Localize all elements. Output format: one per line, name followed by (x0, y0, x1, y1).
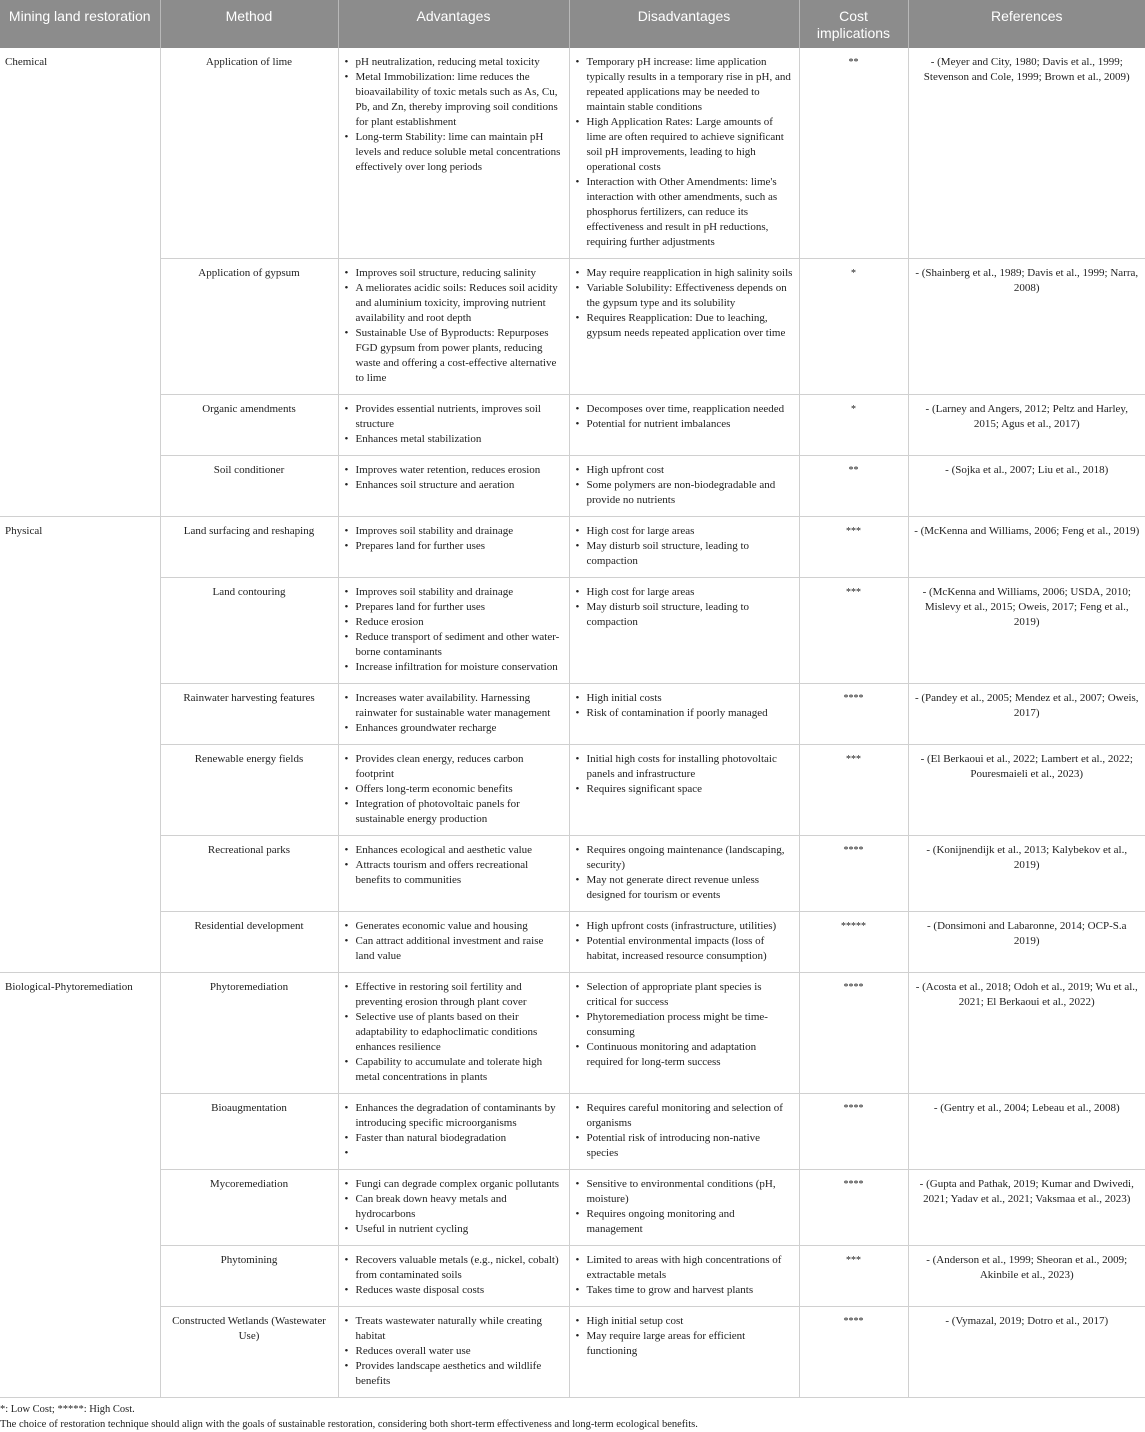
advantage-item: • Enhances the degradation of contaminants by introducing specific microorganisms (344, 1101, 564, 1131)
disadvantage-item: • May require reapplication in high salinity soils (575, 266, 794, 281)
method-cell: Phytomining (160, 1246, 338, 1307)
disadvantage-item: • Potential for nutrient imbalances (575, 417, 794, 432)
disadvantages-list (575, 1314, 794, 1359)
references-cell: - (McKenna and Williams, 2006; USDA, 2010; Mislevy et al., 2015; Oweis, 2017; Feng et al., 2019) (908, 578, 1145, 684)
advantage-item: • Improves soil stability and drainage (344, 585, 564, 600)
cost-cell: *** (799, 517, 908, 578)
advantage-item: • Increases water availability. Harnessing rainwater for sustainable water management (344, 691, 564, 721)
advantage-item: • Metal Immobilization: lime reduces the bioavailability of toxic metals such as As, Cu, Pb, and Zn, thereby improving soil conditions for plant establishment (344, 70, 564, 130)
advantages-list (344, 1177, 564, 1237)
cost-cell: ** (799, 48, 908, 259)
table-row (0, 1170, 1145, 1246)
table-row (0, 912, 1145, 973)
advantage-item: • Improves soil structure, reducing salinity (344, 266, 564, 281)
advantage-item: • pH neutralization, reducing metal toxicity (344, 55, 564, 70)
disadvantage-item: • Initial high costs for installing photovoltaic panels and infrastructure (575, 752, 794, 782)
table-row (0, 395, 1145, 456)
advantages-cell (338, 48, 569, 259)
disadvantage-item: • Decomposes over time, reapplication needed (575, 402, 794, 417)
disadvantages-cell (569, 836, 799, 912)
advantage-item: • Useful in nutrient cycling (344, 1222, 564, 1237)
disadvantage-item: • High Application Rates: Large amounts of lime are often required to achieve significant soil pH improvements, leading to high operational costs (575, 115, 794, 175)
disadvantages-cell (569, 684, 799, 745)
disadvantages-cell (569, 973, 799, 1094)
disadvantage-item: • Requires significant space (575, 782, 794, 797)
cost-cell: **** (799, 684, 908, 745)
advantage-item: • Provides clean energy, reduces carbon footprint (344, 752, 564, 782)
advantages-list (344, 585, 564, 675)
advantages-list (344, 402, 564, 447)
header-mining-land-restoration: Mining land restoration (0, 0, 160, 48)
advantages-cell (338, 1094, 569, 1170)
method-cell: Bioaugmentation (160, 1094, 338, 1170)
disadvantages-list (575, 1101, 794, 1161)
references-cell: - (Gentry et al., 2004; Lebeau et al., 2008) (908, 1094, 1145, 1170)
advantages-cell (338, 1307, 569, 1398)
disadvantage-item: • May not generate direct revenue unless designed for tourism or events (575, 873, 794, 903)
advantage-item: • Provides essential nutrients, improves soil structure (344, 402, 564, 432)
header-advantages: Advantages (338, 0, 569, 48)
disadvantages-cell (569, 745, 799, 836)
advantages-cell (338, 836, 569, 912)
table-row (0, 684, 1145, 745)
disadvantages-list (575, 1177, 794, 1237)
table-row (0, 1307, 1145, 1398)
advantage-item: • Treats wastewater naturally while creating habitat (344, 1314, 564, 1344)
advantage-item: • Reduces overall water use (344, 1344, 564, 1359)
advantages-cell (338, 578, 569, 684)
method-cell: Renewable energy fields (160, 745, 338, 836)
category-cell: Chemical (0, 48, 160, 517)
disadvantages-cell (569, 1307, 799, 1398)
disadvantages-list (575, 55, 794, 250)
method-cell: Organic amendments (160, 395, 338, 456)
cost-cell: **** (799, 836, 908, 912)
cost-legend: *: Low Cost; *****: High Cost. (0, 1404, 135, 1415)
disadvantages-cell (569, 1170, 799, 1246)
disadvantages-list (575, 1253, 794, 1298)
table-row (0, 48, 1145, 259)
cost-cell: **** (799, 973, 908, 1094)
table-row (0, 456, 1145, 517)
disadvantages-cell (569, 1246, 799, 1307)
header-method: Method (160, 0, 338, 48)
advantage-item: • Long-term Stability: lime can maintain pH levels and reduce soluble metal concentrations effectively over long periods (344, 130, 564, 175)
table-row (0, 973, 1145, 1094)
references-cell: - (Vymazal, 2019; Dotro et al., 2017) (908, 1307, 1145, 1398)
disadvantage-item: • High initial setup cost (575, 1314, 794, 1329)
disadvantage-item: • Requires ongoing monitoring and management (575, 1207, 794, 1237)
advantages-cell (338, 456, 569, 517)
disadvantages-cell (569, 517, 799, 578)
disadvantages-list (575, 980, 794, 1070)
disadvantage-item: • Requires careful monitoring and selection of organisms (575, 1101, 794, 1131)
disadvantages-list (575, 752, 794, 797)
advantages-list (344, 980, 564, 1085)
advantage-item (344, 1146, 564, 1161)
table-note: The choice of restoration technique should align with the goals of sustainable restoration, considering both short-term effectiveness and long-term ecological benefits. (0, 1419, 698, 1430)
advantage-item: • Fungi can degrade complex organic pollutants (344, 1177, 564, 1192)
disadvantages-list (575, 691, 794, 721)
disadvantage-item: • Continuous monitoring and adaptation required for long-term success (575, 1040, 794, 1070)
references-cell: - (Pandey et al., 2005; Mendez et al., 2007; Oweis, 2017) (908, 684, 1145, 745)
disadvantage-item: • Sensitive to environmental conditions (pH, moisture) (575, 1177, 794, 1207)
references-cell: - (Donsimoni and Labaronne, 2014; OCP-S.a 2019) (908, 912, 1145, 973)
advantages-cell (338, 912, 569, 973)
advantage-item: • Generates economic value and housing (344, 919, 564, 934)
disadvantages-cell (569, 259, 799, 395)
cost-cell: * (799, 395, 908, 456)
disadvantage-item: • Variable Solubility: Effectiveness depends on the gypsum type and its solubility (575, 281, 794, 311)
disadvantage-item: • Phytoremediation process might be time-consuming (575, 1010, 794, 1040)
disadvantage-item: • May disturb soil structure, leading to compaction (575, 600, 794, 630)
disadvantage-item: • High upfront cost (575, 463, 794, 478)
advantages-list (344, 752, 564, 827)
table-row (0, 1094, 1145, 1170)
references-cell: - (Anderson et al., 1999; Sheoran et al., 2009; Akinbile et al., 2023) (908, 1246, 1145, 1307)
advantages-list (344, 463, 564, 493)
advantages-list (344, 1253, 564, 1298)
disadvantage-item: • Requires ongoing maintenance (landscaping, security) (575, 843, 794, 873)
advantage-item: • Reduce erosion (344, 615, 564, 630)
disadvantages-cell (569, 395, 799, 456)
disadvantages-list (575, 266, 794, 341)
disadvantage-item: • High cost for large areas (575, 524, 794, 539)
table-header-row (0, 0, 1145, 48)
references-cell: - (Acosta et al., 2018; Odoh et al., 2019; Wu et al., 2021; El Berkaoui et al., 2022) (908, 973, 1145, 1094)
method-cell: Mycoremediation (160, 1170, 338, 1246)
method-cell: Residential development (160, 912, 338, 973)
method-cell: Land contouring (160, 578, 338, 684)
disadvantages-cell (569, 1094, 799, 1170)
method-cell: Application of lime (160, 48, 338, 259)
category-cell: Physical (0, 517, 160, 973)
disadvantages-cell (569, 456, 799, 517)
disadvantages-list (575, 402, 794, 432)
advantages-list (344, 691, 564, 736)
disadvantage-item: • High cost for large areas (575, 585, 794, 600)
cost-cell: *** (799, 745, 908, 836)
disadvantages-cell (569, 578, 799, 684)
disadvantage-item: • Takes time to grow and harvest plants (575, 1283, 794, 1298)
references-cell: - (McKenna and Williams, 2006; Feng et al., 2019) (908, 517, 1145, 578)
cost-cell: ** (799, 456, 908, 517)
disadvantage-item: • Potential risk of introducing non-native species (575, 1131, 794, 1161)
disadvantage-item: • May require large areas for efficient functioning (575, 1329, 794, 1359)
advantages-cell (338, 1246, 569, 1307)
method-cell: Land surfacing and reshaping (160, 517, 338, 578)
advantages-list (344, 266, 564, 386)
advantages-cell (338, 973, 569, 1094)
advantage-item: • Increase infiltration for moisture conservation (344, 660, 564, 675)
advantages-cell (338, 259, 569, 395)
disadvantages-cell (569, 48, 799, 259)
disadvantage-item: • Requires Reapplication: Due to leaching, gypsum needs repeated application over time (575, 311, 794, 341)
disadvantage-item: • Limited to areas with high concentrations of extractable metals (575, 1253, 794, 1283)
advantage-item: • Enhances metal stabilization (344, 432, 564, 447)
advantages-list (344, 1101, 564, 1161)
cost-cell: **** (799, 1307, 908, 1398)
header-references: References (908, 0, 1145, 48)
advantage-item: • Reduce transport of sediment and other water-borne contaminants (344, 630, 564, 660)
table-row (0, 1246, 1145, 1307)
advantages-cell (338, 517, 569, 578)
advantages-cell (338, 395, 569, 456)
table-row (0, 578, 1145, 684)
disadvantage-item: • Interaction with Other Amendments: lime's interaction with other amendments, such as phosphorus fertilizers, can reduce its effectiveness and result in pH reductions, requiring further adjustments (575, 175, 794, 250)
table-body (0, 48, 1145, 1398)
advantage-item: • Improves soil stability and drainage (344, 524, 564, 539)
references-cell: - (Sojka et al., 2007; Liu et al., 2018) (908, 456, 1145, 517)
table-row (0, 745, 1145, 836)
advantage-item: • Integration of photovoltaic panels for sustainable energy production (344, 797, 564, 827)
references-cell: - (Shainberg et al., 1989; Davis et al., 1999; Narra, 2008) (908, 259, 1145, 395)
advantage-item: • Effective in restoring soil fertility and preventing erosion through plant cover (344, 980, 564, 1010)
cost-cell: **** (799, 1094, 908, 1170)
advantage-item: • Can break down heavy metals and hydrocarbons (344, 1192, 564, 1222)
advantages-list (344, 55, 564, 175)
disadvantage-item: • Temporary pH increase: lime application typically results in a temporary rise in pH, and repeated applications may be needed to maintain stable conditions (575, 55, 794, 115)
disadvantages-list (575, 919, 794, 964)
table-row (0, 517, 1145, 578)
advantages-list (344, 1314, 564, 1389)
disadvantages-list (575, 524, 794, 569)
header-cost-implications: Cost implications (799, 0, 908, 48)
method-cell: Soil conditioner (160, 456, 338, 517)
advantages-list (344, 919, 564, 964)
advantage-item: • A meliorates acidic soils: Reduces soil acidity and aluminium toxicity, improving nutrient availability and root depth (344, 281, 564, 326)
advantage-item: • Enhances ecological and aesthetic value (344, 843, 564, 858)
table-row (0, 836, 1145, 912)
advantages-cell (338, 745, 569, 836)
header-disadvantages: Disadvantages (569, 0, 799, 48)
references-cell: - (Larney and Angers, 2012; Peltz and Harley, 2015; Agus et al., 2017) (908, 395, 1145, 456)
advantage-item: • Sustainable Use of Byproducts: Repurposes FGD gypsum from power plants, reducing waste and offering a cost-effective alternative to lime (344, 326, 564, 386)
method-cell: Application of gypsum (160, 259, 338, 395)
disadvantage-item: • Potential environmental impacts (loss of habitat, increased resource consumption) (575, 934, 794, 964)
disadvantage-item: • High initial costs (575, 691, 794, 706)
method-cell: Rainwater harvesting features (160, 684, 338, 745)
advantage-item: • Reduces waste disposal costs (344, 1283, 564, 1298)
advantage-item: • Recovers valuable metals (e.g., nickel, cobalt) from contaminated soils (344, 1253, 564, 1283)
advantage-item: • Can attract additional investment and raise land value (344, 934, 564, 964)
advantage-item: • Selective use of plants based on their adaptability to edaphoclimatic conditions enhances resilience (344, 1010, 564, 1055)
advantage-item: • Attracts tourism and offers recreational benefits to communities (344, 858, 564, 888)
cost-cell: **** (799, 1170, 908, 1246)
disadvantages-list (575, 585, 794, 630)
category-cell: Biological-Phytoremediation (0, 973, 160, 1398)
disadvantage-item: • Selection of appropriate plant species is critical for success (575, 980, 794, 1010)
advantage-item: • Offers long-term economic benefits (344, 782, 564, 797)
disadvantages-cell (569, 912, 799, 973)
advantage-item: • Enhances soil structure and aeration (344, 478, 564, 493)
advantages-list (344, 524, 564, 554)
advantage-item: • Provides landscape aesthetics and wildlife benefits (344, 1359, 564, 1389)
references-cell: - (El Berkaoui et al., 2022; Lambert et al., 2022; Pouresmaieli et al., 2023) (908, 745, 1145, 836)
references-cell: - (Gupta and Pathak, 2019; Kumar and Dwivedi, 2021; Yadav et al., 2021; Vaksmaa et al., 2023) (908, 1170, 1145, 1246)
method-cell: Constructed Wetlands (Wastewater Use) (160, 1307, 338, 1398)
cost-cell: *** (799, 1246, 908, 1307)
cost-cell: ***** (799, 912, 908, 973)
disadvantage-item: • Risk of contamination if poorly managed (575, 706, 794, 721)
disadvantages-list (575, 843, 794, 903)
disadvantage-item: • High upfront costs (infrastructure, utilities) (575, 919, 794, 934)
advantage-item: • Improves water retention, reduces erosion (344, 463, 564, 478)
references-cell: - (Meyer and City, 1980; Davis et al., 1999; Stevenson and Cole, 1999; Brown et al., 2009) (908, 48, 1145, 259)
references-cell: - (Konijnendijk et al., 2013; Kalybekov et al., 2019) (908, 836, 1145, 912)
disadvantage-item: • May disturb soil structure, leading to compaction (575, 539, 794, 569)
table-row (0, 259, 1145, 395)
advantages-cell (338, 1170, 569, 1246)
advantage-item: • Prepares land for further uses (344, 539, 564, 554)
disadvantages-list (575, 463, 794, 508)
disadvantage-item: • Some polymers are non-biodegradable and provide no nutrients (575, 478, 794, 508)
advantage-item: • Faster than natural biodegradation (344, 1131, 564, 1146)
method-cell: Recreational parks (160, 836, 338, 912)
advantage-item: • Prepares land for further uses (344, 600, 564, 615)
advantage-item: • Capability to accumulate and tolerate high metal concentrations in plants (344, 1055, 564, 1085)
advantages-cell (338, 684, 569, 745)
cost-cell: *** (799, 578, 908, 684)
advantages-list (344, 843, 564, 888)
cost-cell: * (799, 259, 908, 395)
advantage-item: • Enhances groundwater recharge (344, 721, 564, 736)
method-cell: Phytoremediation (160, 973, 338, 1094)
